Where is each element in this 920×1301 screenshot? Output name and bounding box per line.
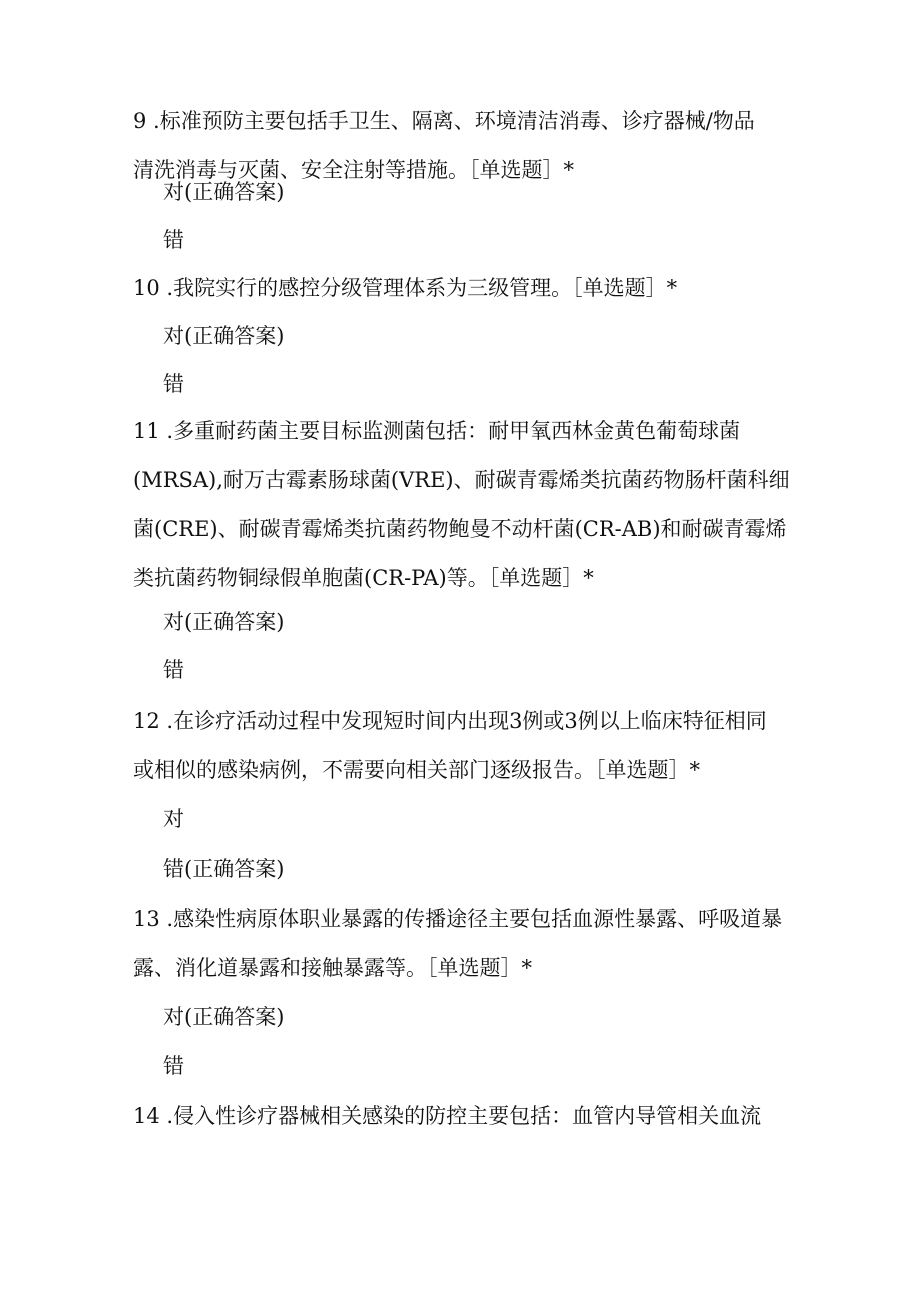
question-11-option-b[interactable]: 错 <box>163 658 184 682</box>
question-13-option-b[interactable]: 错 <box>163 1054 184 1078</box>
question-line: 露、消化道暴露和接触暴露等。［单选题］* <box>133 956 532 980</box>
question-10-option-a[interactable]: 对(正确答案) <box>163 324 285 348</box>
question-9-option-a[interactable]: 对(正确答案) <box>163 180 285 204</box>
question-13-text <box>133 895 793 993</box>
question-11-text <box>133 407 793 603</box>
question-line: 12 .在诊疗活动过程中发现短时间内出现3例或3例以上临床特征相同 <box>133 709 767 733</box>
question-12-option-a[interactable]: 对 <box>163 807 184 831</box>
question-line: 13 .感染性病原体职业暴露的传播途径主要包括血源性暴露、呼吸道暴 <box>133 907 783 931</box>
question-11-option-a[interactable]: 对(正确答案) <box>163 610 285 634</box>
question-13-option-a[interactable]: 对(正确答案) <box>163 1005 285 1029</box>
question-10-text <box>133 264 793 313</box>
question-14-text <box>133 1092 793 1141</box>
question-line: (MRSA),耐万古霉素肠球菌(VRE)、耐碳青霉烯类抗菌药物肠杆菌科细 <box>133 468 790 492</box>
question-line: 清洗消毒与灭菌、安全注射等措施。［单选题］* <box>133 158 574 182</box>
question-12-text <box>133 697 793 795</box>
question-9-option-b[interactable]: 错 <box>163 228 184 252</box>
question-10-option-b[interactable]: 错 <box>163 372 184 396</box>
question-line: 11 .多重耐药菌主要目标监测菌包括：耐甲氧西林金黄色葡萄球菌 <box>133 419 741 443</box>
question-line: 14 .侵入性诊疗器械相关感染的防控主要包括：血管内导管相关血流 <box>133 1104 762 1128</box>
question-line: 10 .我院实行的感控分级管理体系为三级管理。［单选题］* <box>133 276 678 300</box>
question-line: 或相似的感染病例，不需要向相关部门逐级报告。［单选题］* <box>133 758 700 782</box>
question-line: 类抗菌药物铜绿假单胞菌(CR-PA)等。［单选题］* <box>133 566 594 590</box>
question-12-option-b[interactable]: 错(正确答案) <box>163 857 285 881</box>
question-line: 菌(CRE)、耐碳青霉烯类抗菌药物鲍曼不动杆菌(CR-AB)和耐碳青霉烯 <box>133 517 787 541</box>
question-line: 9 .标准预防主要包括手卫生、隔离、环境清洁消毒、诊疗器械/物品 <box>133 109 755 133</box>
